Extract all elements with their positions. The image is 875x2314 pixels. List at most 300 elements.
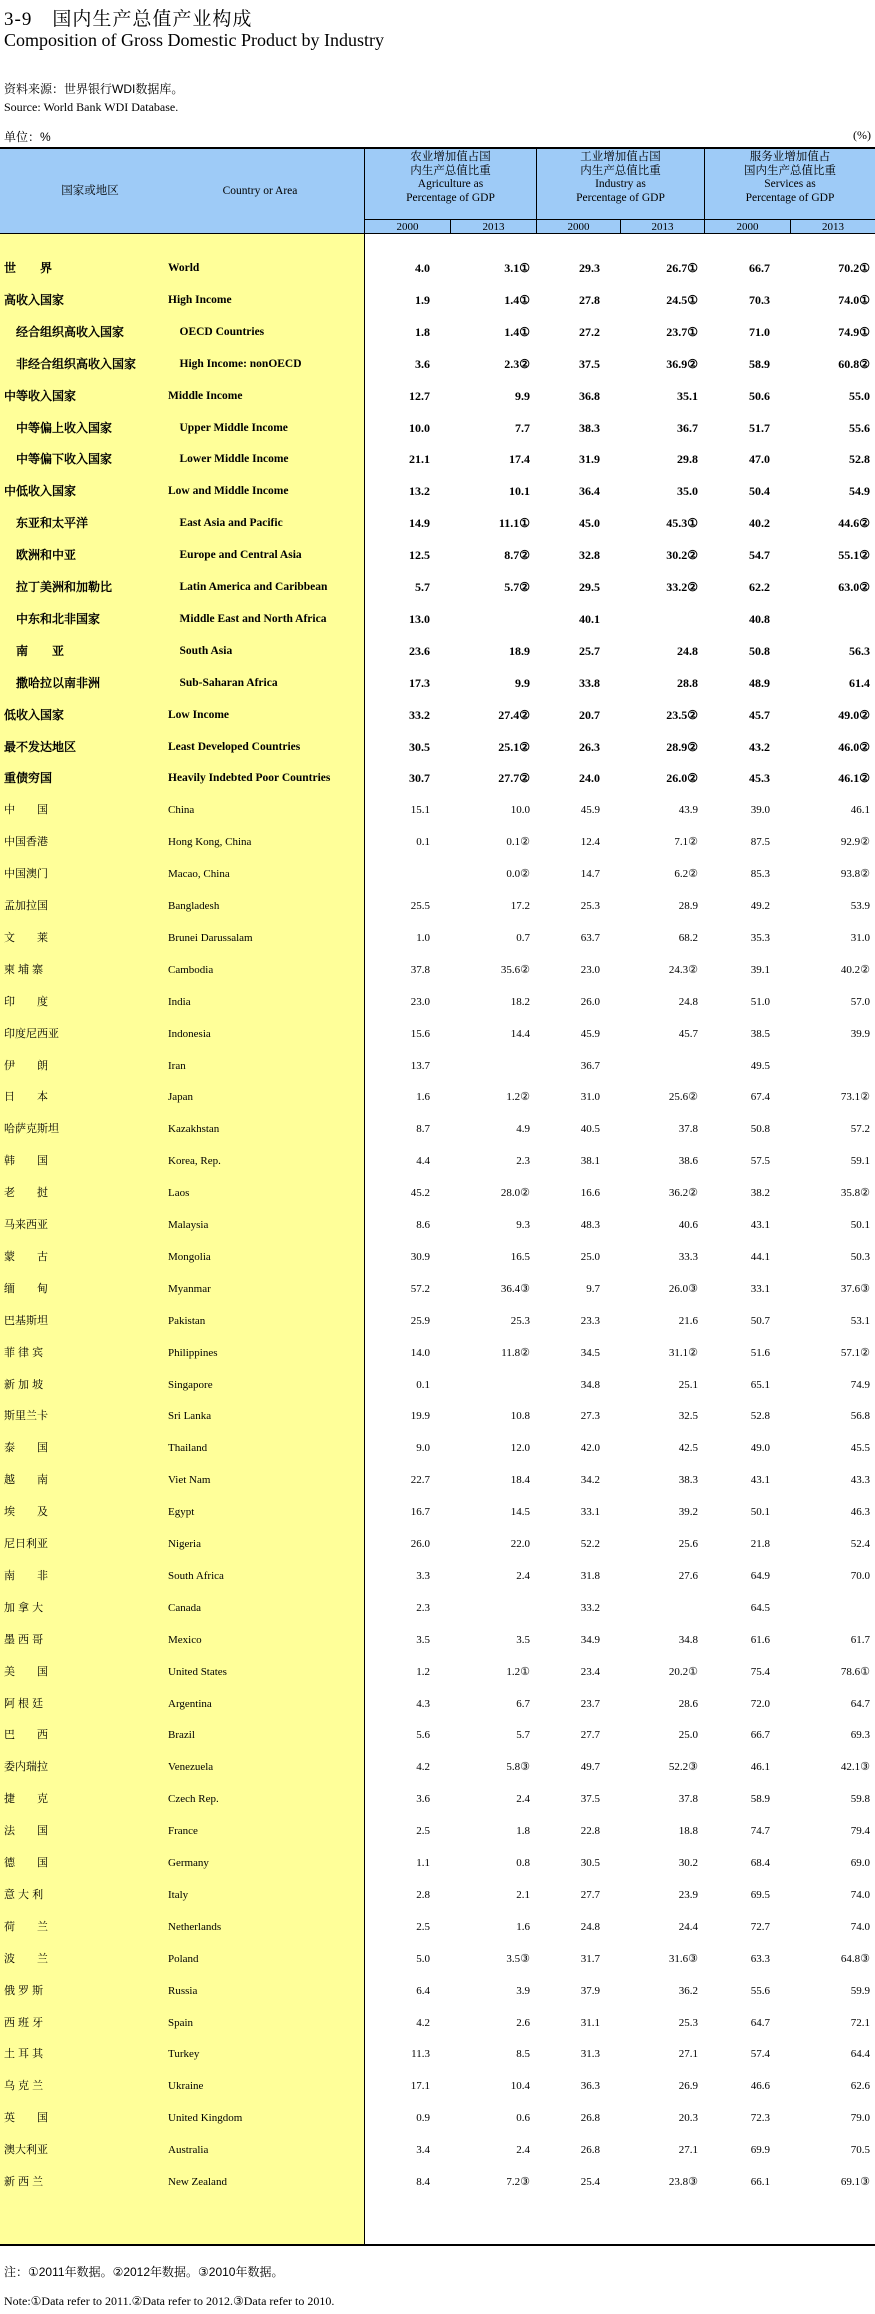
region-name-en: Egypt [168,1506,195,1519]
table-row [0,1560,875,1592]
value-a0: 57.2 [410,1282,430,1295]
region-name-cn: 泰 国 [4,1442,48,1455]
value-i1: 27.6 [678,1569,698,1582]
value-a1: 0.0② [506,868,530,881]
value-s1: 74.9 [850,1378,870,1391]
region-name-cn: 德 国 [4,1857,48,1869]
value-a1: 2.3② [504,356,530,371]
region-name-cn: 孟加拉国 [4,900,48,912]
region-name-en: Spain [168,2016,194,2029]
region-name-cn: 韩 国 [4,1155,48,1168]
region-name-en: United States [168,1665,227,1678]
value-i1: 31.1② [668,1346,698,1359]
value-a0: 6.4 [416,1984,430,1997]
table-row [0,603,875,635]
value-a0: 12.5 [409,548,430,563]
value-a1: 3.9 [516,1984,530,1997]
value-i0: 34.2 [580,1474,600,1487]
value-s1: 70.0 [850,1569,870,1582]
value-a1: 11.1① [498,516,530,531]
value-s0: 50.4 [749,484,770,499]
value-i0: 16.6 [580,1187,600,1200]
value-i0: 12.4 [580,836,600,849]
value-i1: 32.5 [678,1410,698,1423]
value-i0: 37.5 [579,356,600,371]
value-a0: 3.6 [415,356,430,371]
value-s0: 57.4 [750,2048,770,2061]
value-s1: 78.6① [840,1665,870,1678]
value-s0: 51.7 [749,420,770,435]
table-row [0,1050,875,1082]
value-a1: 16.5 [510,1250,530,1263]
value-s1: 61.4 [849,675,870,690]
table-row [0,1624,875,1656]
table-row [0,1879,875,1911]
region-name-cn: 乌 克 兰 [4,2080,44,2093]
value-a1: 1.2② [506,1091,530,1104]
header-ind-line4: Percentage of GDP [576,191,665,204]
value-i0: 29.3 [579,261,600,275]
value-a1: 9.9 [515,388,530,403]
value-a0: 4.2 [416,1761,430,1774]
value-i0: 45.9 [580,804,600,817]
value-s1: 42.1③ [840,1761,870,1774]
region-name-cn: 老 挝 [4,1187,48,1200]
value-i0: 27.3 [580,1410,600,1423]
value-i1: 35.1 [677,388,698,403]
value-a1: 8.5 [516,2048,530,2061]
region-name-cn: 东亚和太平洋 [4,516,89,531]
value-s1: 39.9 [850,1027,870,1040]
value-i1: 33.3 [678,1250,698,1263]
header-agri-line3: Agriculture as [417,178,484,190]
value-s1: 57.2 [850,1123,870,1136]
value-s1: 61.7 [850,1633,870,1646]
region-name-en: Iran [168,1059,186,1072]
value-s0: 64.7 [750,2016,770,2029]
value-s0: 68.4 [750,1857,770,1869]
region-name-cn: 阿 根 廷 [4,1697,44,1710]
unit-label: 单位：% [4,130,51,144]
region-name-en: Philippines [168,1346,218,1359]
value-s1: 70.2① [838,261,870,275]
value-s0: 67.4 [750,1091,770,1104]
value-s1: 64.4 [850,2048,870,2061]
table-row [0,1975,875,2007]
value-s0: 57.5 [750,1155,770,1168]
region-name-en: Czech Rep. [168,1793,219,1806]
value-i0: 26.3 [579,739,600,754]
region-name-cn: 中国澳门 [4,868,48,881]
value-s0: 50.1 [750,1506,770,1519]
value-s1: 55.1② [838,548,870,563]
region-name-en: World [168,262,200,274]
value-i0: 31.1 [580,2016,600,2029]
table-row [0,380,875,412]
page-title-cn: 3-9 国内生产总值产业构成 [4,9,253,30]
value-a1: 0.1② [506,836,530,849]
value-a0: 5.7 [415,580,430,594]
table-row [0,1783,875,1815]
region-name-en: India [168,995,191,1008]
region-name-en: Singapore [168,1378,213,1391]
table-row [0,794,875,826]
value-i1: 36.2② [668,1187,698,1200]
value-s0: 66.1 [750,2176,770,2188]
table-row [0,667,875,699]
value-i1: 68.2 [678,931,698,944]
value-i0: 22.8 [580,1825,600,1838]
value-s1: 74.9① [838,324,870,339]
value-s1: 74.0 [850,1920,870,1933]
value-a1: 25.1② [498,739,530,754]
value-s0: 71.0 [749,324,770,339]
value-s1: 73.1② [840,1091,870,1104]
region-name-en: Poland [168,1952,199,1965]
value-i1: 29.8 [677,452,698,467]
table-row [0,1592,875,1624]
value-a1: 11.8② [501,1346,530,1359]
region-name-cn: 委内瑞拉 [4,1761,48,1774]
value-s1: 74.0① [838,292,870,307]
footnote-cn: 注：①2011年数据。②2012年数据。③2010年数据。 [4,2265,284,2279]
header-ind-line3: Industry as [595,178,646,190]
value-i1: 28.9② [666,739,698,754]
value-a1: 7.7 [515,420,530,435]
value-s0: 45.7 [749,707,770,722]
region-name-cn: 斯里兰卡 [4,1410,48,1423]
region-name-cn: 拉丁美洲和加勒比 [4,580,113,594]
value-i1: 33.2② [666,580,698,594]
table-row [0,2134,875,2166]
value-s0: 48.9 [749,675,770,690]
value-i0: 31.8 [580,1569,600,1582]
value-s1: 64.8③ [840,1952,870,1965]
header-ind-2013: 2013 [621,219,704,234]
value-a0: 5.0 [416,1952,430,1965]
value-i0: 29.5 [579,580,600,594]
table-row [0,1081,875,1113]
table-row [0,1400,875,1432]
value-i0: 26.8 [580,2112,600,2125]
value-s1: 57.1② [840,1346,870,1359]
value-i0: 36.8 [579,388,600,403]
value-a1: 27.7② [498,771,530,786]
value-a0: 33.2 [409,707,430,722]
region-name-en: Italy [168,1888,189,1901]
value-s0: 69.5 [750,1888,770,1901]
value-s1: 37.6③ [840,1282,870,1295]
region-name-cn: 捷 克 [4,1793,48,1806]
table-row [0,635,875,667]
table-row [0,1432,875,1464]
table-header [0,147,875,234]
region-name-cn: 法 国 [4,1825,48,1838]
value-a1: 18.2 [510,995,530,1008]
value-s0: 58.9 [750,1793,770,1806]
region-name-en: Lower Middle Income [168,453,289,466]
value-a0: 9.0 [416,1442,430,1455]
value-i1: 6.2② [674,868,698,881]
value-a0: 13.0 [409,611,430,626]
value-i1: 18.8 [678,1825,698,1838]
region-name-en: Europe and Central Asia [168,549,302,562]
region-name-en: Latin America and Caribbean [168,581,328,593]
value-a1: 18.4 [510,1474,530,1487]
value-i1: 24.4 [678,1920,698,1933]
value-s0: 66.7 [749,261,770,275]
value-a0: 13.2 [409,484,430,499]
value-a0: 37.8 [410,963,430,976]
region-name-cn: 越 南 [4,1474,48,1487]
value-i1: 37.8 [678,1123,698,1136]
header-serv-line1: 服务业增加值占 [749,151,831,163]
table-row [0,539,875,571]
region-name-cn: 中等偏上收入国家 [4,420,113,435]
value-a1: 27.4② [498,707,530,722]
region-name-en: Sri Lanka [168,1410,212,1423]
value-i0: 31.9 [579,452,600,467]
value-s0: 75.4 [750,1665,770,1678]
table-row [0,986,875,1018]
value-i1: 34.8 [678,1633,698,1646]
table-row [0,507,875,539]
region-name-cn: 澳大利亚 [4,2144,48,2157]
value-a1: 3.5 [516,1633,530,1646]
region-name-en: Germany [168,1857,209,1869]
region-name-cn: 巴基斯坦 [4,1314,48,1327]
value-i0: 24.0 [579,771,600,786]
value-s0: 33.1 [750,1282,770,1295]
value-s0: 40.2 [749,516,770,531]
value-i1: 26.0③ [668,1282,698,1295]
value-s1: 52.8 [849,452,870,467]
value-s1: 69.1③ [840,2176,870,2188]
table-row [0,1209,875,1241]
value-s1: 56.3 [849,643,870,658]
value-s0: 44.1 [750,1250,770,1263]
value-i1: 20.2① [668,1665,698,1678]
table-row [0,1496,875,1528]
value-a1: 12.0 [510,1442,530,1455]
value-a1: 1.8 [516,1825,530,1838]
region-name-cn: 墨 西 哥 [4,1633,44,1646]
table-row [0,1018,875,1050]
value-i0: 26.0 [580,995,600,1008]
value-s0: 70.3 [749,292,770,307]
value-s1: 74.0 [850,1888,870,1901]
table-row [0,284,875,316]
region-name-en: Russia [168,1984,198,1997]
value-s0: 50.6 [749,388,770,403]
table-row [0,252,875,284]
table-row [0,1911,875,1943]
region-name-cn: 最不发达地区 [4,739,77,754]
value-s0: 49.2 [750,900,770,912]
value-a1: 0.6 [516,2112,530,2125]
table-row [0,1656,875,1688]
table-row [0,475,875,507]
value-a0: 3.6 [416,1793,430,1806]
value-i1: 21.6 [678,1314,698,1327]
value-s0: 66.7 [750,1729,770,1742]
value-i0: 27.7 [580,1729,600,1742]
table-row [0,890,875,922]
value-i0: 31.3 [580,2048,600,2061]
value-i1: 37.8 [678,1793,698,1806]
region-name-cn: 世 界 [4,261,53,275]
value-a0: 1.0 [416,931,430,944]
value-s1: 72.1 [850,2016,870,2029]
value-a0: 45.2 [410,1187,430,1200]
value-a0: 8.4 [416,2176,430,2188]
value-s1: 54.9 [849,484,870,499]
value-s1: 43.3 [850,1474,870,1487]
value-s1: 56.8 [850,1410,870,1423]
value-a0: 11.3 [411,2048,430,2061]
value-s1: 50.1 [850,1219,870,1231]
region-name-en: Australia [168,2144,209,2157]
value-s1: 50.3 [850,1250,870,1263]
value-a0: 3.4 [416,2144,430,2157]
table-row [0,1688,875,1720]
value-i1: 52.2③ [668,1761,698,1774]
region-name-cn: 重债穷国 [4,771,53,786]
value-i0: 38.3 [579,420,600,435]
value-a1: 0.8 [516,1857,530,1869]
value-s0: 43.1 [750,1219,770,1231]
value-i0: 34.5 [580,1346,600,1359]
value-s1: 52.4 [850,1538,870,1550]
value-i0: 33.8 [579,675,600,690]
header-ind-line1: 工业增加值占国 [580,151,661,163]
value-i0: 27.8 [579,292,600,307]
value-i1: 23.7① [666,324,698,339]
value-s1: 53.1 [850,1314,870,1327]
value-a0: 17.3 [409,675,430,690]
value-a1: 3.1① [504,261,530,275]
region-name-cn: 南 非 [4,1569,48,1582]
value-a1: 9.3 [516,1219,530,1231]
value-a0: 1.6 [416,1091,430,1104]
value-i1: 30.2② [666,548,698,563]
region-name-en: Nigeria [168,1538,201,1550]
value-a1: 2.4 [516,1793,530,1806]
region-name-cn: 日 本 [4,1091,48,1104]
value-i0: 23.7 [580,1697,600,1710]
value-s1: 46.1② [838,771,870,786]
value-i1: 45.7 [678,1027,698,1040]
value-i0: 34.9 [580,1633,600,1646]
table-row [0,443,875,475]
value-s1: 55.6 [849,420,870,435]
value-i1: 27.1 [678,2048,698,2061]
table-row [0,858,875,890]
value-s0: 72.3 [750,2112,770,2125]
table-row [0,1337,875,1369]
region-name-en: Ukraine [168,2080,204,2093]
value-i1: 28.8 [677,675,698,690]
value-i1: 20.3 [678,2112,698,2125]
table-row [0,2038,875,2070]
region-name-en: Macao, China [168,868,230,881]
value-a1: 14.5 [510,1506,530,1519]
value-i1: 38.6 [678,1155,698,1168]
region-name-cn: 伊 朗 [4,1059,48,1072]
value-i0: 42.0 [580,1442,600,1455]
value-a1: 6.7 [516,1697,530,1710]
value-s0: 51.6 [750,1346,770,1359]
value-a0: 21.1 [409,452,430,467]
region-name-en: Myanmar [168,1282,211,1295]
value-i1: 39.2 [678,1506,698,1519]
value-a1: 17.4 [509,452,530,467]
value-s0: 39.1 [750,963,770,976]
region-name-cn: 中 国 [4,804,48,817]
value-s0: 72.0 [750,1697,770,1710]
value-a0: 1.1 [416,1857,430,1869]
value-s1: 44.6② [838,516,870,531]
value-i1: 35.0 [677,484,698,499]
value-i1: 24.8 [677,643,698,658]
region-name-en: China [168,804,195,817]
value-a1: 36.4③ [500,1282,530,1295]
value-a0: 1.2 [416,1665,430,1678]
region-name-cn: 中东和北非国家 [4,611,101,626]
table-row [0,1241,875,1273]
table-row [0,826,875,858]
table-row [0,1528,875,1560]
value-i1: 24.3② [668,963,698,976]
value-s0: 50.8 [750,1123,770,1136]
value-a0: 26.0 [410,1538,430,1550]
value-a1: 0.7 [516,931,530,944]
value-i0: 31.0 [580,1091,600,1104]
value-i1: 36.2 [678,1984,698,1997]
value-s1: 79.0 [850,2112,870,2125]
table-row [0,1177,875,1209]
value-i0: 37.5 [580,1793,600,1806]
value-s0: 21.8 [750,1538,770,1550]
value-i1: 28.6 [678,1697,698,1710]
value-s0: 51.0 [750,995,770,1008]
value-i0: 24.8 [580,1920,600,1933]
value-a0: 30.9 [410,1250,430,1263]
table-row [0,1305,875,1337]
region-name-en: Middle East and North Africa [168,612,327,625]
region-name-cn: 土 耳 其 [4,2048,44,2061]
value-a0: 4.0 [415,261,430,275]
region-name-en: Bangladesh [168,900,220,912]
value-i0: 26.8 [580,2144,600,2157]
value-i0: 52.2 [580,1538,600,1550]
value-i0: 36.7 [580,1059,600,1072]
value-a0: 2.8 [416,1888,430,1901]
value-i1: 24.5① [666,292,698,307]
value-s1: 70.5 [850,2144,870,2157]
region-name-cn: 南 亚 [4,643,65,658]
value-a0: 3.3 [416,1569,430,1582]
table-row [0,1464,875,1496]
region-name-cn: 新 加 坡 [4,1378,44,1391]
value-i1: 36.9② [666,356,698,371]
value-i1: 23.5② [666,707,698,722]
value-a0: 22.7 [410,1474,430,1487]
region-name-en: Cambodia [168,963,214,976]
value-i0: 25.3 [580,900,600,912]
value-i0: 14.7 [580,868,600,881]
value-a1: 7.2③ [506,2176,530,2188]
